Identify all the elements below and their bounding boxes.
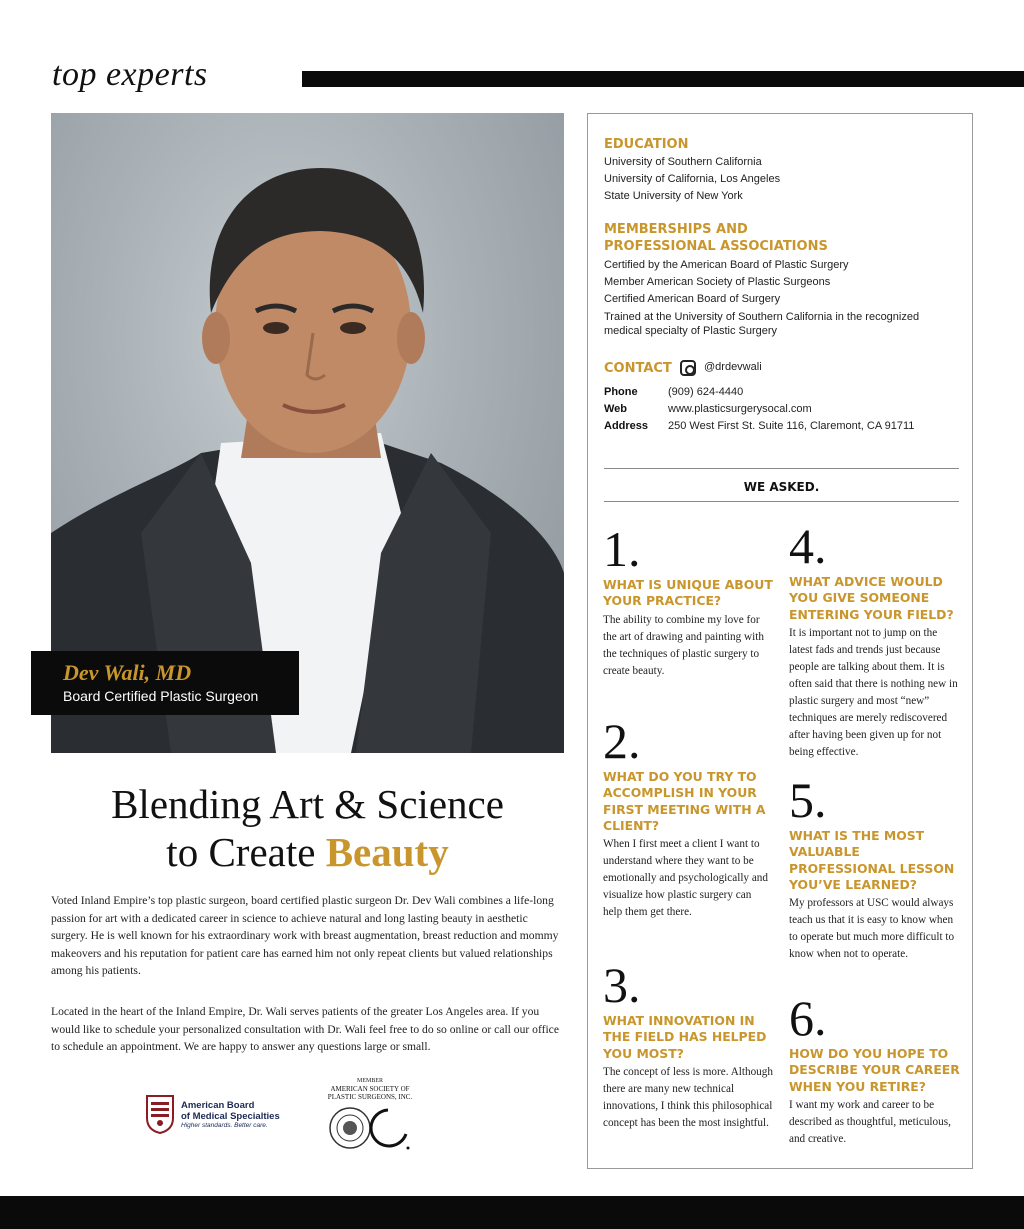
contact-heading-row xyxy=(604,359,762,379)
question-block-5 xyxy=(789,772,961,963)
question-block-2 xyxy=(603,713,773,921)
membership-item: Member American Society of Plastic Surgeons xyxy=(604,276,831,288)
membership-item: Certified by the American Board of Plastic Surgery xyxy=(604,259,849,271)
phone-value[interactable]: (909) 624-4440 xyxy=(668,386,744,398)
question-number: 2. xyxy=(603,713,641,769)
title-rule xyxy=(302,71,1024,87)
headline-line2-prefix: to Create xyxy=(166,829,326,875)
headline-line2 xyxy=(51,828,564,876)
abms-name-line2: of Medical Specialties xyxy=(181,1111,280,1122)
question-title: HOW DO YOU HOPE TO DESCRIBE YOUR CAREER WHEN YOU RETIRE? xyxy=(789,1046,960,1094)
question-answer: The ability to combine my love for the art of drawing and painting with the techniques of plastic surgery to create beauty. xyxy=(603,613,764,677)
web-value[interactable]: www.plasticsurgerysocal.com xyxy=(668,403,812,415)
education-item: University of Southern California xyxy=(604,156,762,168)
contact-address-row xyxy=(604,418,914,435)
info-panel xyxy=(587,113,973,1169)
address-value: 250 West First St. Suite 116, Claremont, CA 91711 xyxy=(668,420,915,432)
asps-emblem-icon xyxy=(322,1104,418,1154)
question-block-6 xyxy=(789,990,961,1148)
headline xyxy=(51,780,564,876)
we-asked-heading: WE ASKED. xyxy=(743,480,820,494)
question-block-4 xyxy=(789,518,961,761)
body-paragraph-2: Located in the heart of the Inland Empire, Dr. Wali serves patients of the greater Los Angeles area. If you would like to schedule your personalized consultation with Dr. Wali feel free to do so online or call our office to schedule an appointment. We are happy to answer any questions large or small. xyxy=(51,1005,559,1054)
question-number: 4. xyxy=(789,518,827,574)
question-title: WHAT INNOVATION IN THE FIELD HAS HELPED YOU MOST? xyxy=(603,1013,767,1061)
bottom-bar xyxy=(0,1196,1024,1229)
asps-logo xyxy=(322,1078,418,1153)
question-number: 5. xyxy=(789,772,827,828)
question-answer: I want my work and career to be described as thoughtful, meticulous, and creative. xyxy=(789,1098,951,1145)
contact-details xyxy=(604,384,914,435)
education-list xyxy=(604,154,959,205)
abms-seal-icon xyxy=(145,1094,175,1134)
doctor-name: Dev Wali, MD xyxy=(63,660,192,685)
question-block-1 xyxy=(603,521,773,680)
education-item: University of California, Los Angeles xyxy=(604,173,781,185)
abms-tagline: Higher standards. Better care. xyxy=(181,1122,268,1129)
headline-accent: Beauty xyxy=(325,829,449,875)
question-title: WHAT IS UNIQUE ABOUT YOUR PRACTICE? xyxy=(603,577,773,609)
body-paragraph-1: Voted Inland Empire’s top plastic surgeon, board certified plastic surgeon Dr. Dev Wali combines a life-long passion for art with a dedicated career in science to achieve natural and long lasting beauty in aesthetic surgery. He is well known for his extraordinary work with breast augmentation, breast reduction and mommy makeovers and his reputation for patient care has earned him not only repeat clients but valued relationships among his patients. xyxy=(51,894,559,978)
divider-bottom xyxy=(604,501,959,502)
membership-item: Trained at the University of Southern California in the recognized medical specialty of Plastic Surgery xyxy=(604,311,920,337)
question-title: WHAT DO YOU TRY TO ACCOMPLISH IN YOUR FIRST MEETING WITH A CLIENT? xyxy=(603,769,766,833)
question-answer: My professors at USC would always teach us that it is easy to know when to operate but much more difficult to know when not to operate. xyxy=(789,897,955,961)
section-title: top experts xyxy=(52,56,208,93)
question-answer: The concept of less is more. Although there are many new technical innovations, I think this philosophical concept has been the most insightful. xyxy=(603,1065,773,1129)
memberships-heading-line2: PROFESSIONAL ASSOCIATIONS xyxy=(604,238,828,254)
contact-phone-row xyxy=(604,384,914,401)
question-number: 6. xyxy=(789,990,827,1046)
question-block-3 xyxy=(603,957,773,1132)
headline-line1: Blending Art & Science xyxy=(111,781,504,827)
memberships-list xyxy=(604,257,959,338)
phone-label: Phone xyxy=(604,386,638,398)
asps-member: MEMBER xyxy=(356,1078,383,1084)
memberships-heading xyxy=(604,222,828,255)
web-label: Web xyxy=(604,403,628,415)
contact-web-row xyxy=(604,401,914,418)
name-caption xyxy=(31,651,299,715)
contact-heading: CONTACT xyxy=(604,361,672,376)
doctor-role: Board Certified Plastic Surgeon xyxy=(63,688,259,704)
asps-line2: PLASTIC SURGEONS, INC. xyxy=(327,1093,413,1101)
abms-name-line1: American Board xyxy=(181,1100,255,1111)
education-item: State University of New York xyxy=(604,190,743,202)
address-label: Address xyxy=(604,420,649,432)
instagram-handle[interactable]: @drdevwali xyxy=(704,361,762,373)
question-number: 1. xyxy=(603,521,641,577)
question-title: WHAT ADVICE WOULD YOU GIVE SOMEONE ENTERING YOUR FIELD? xyxy=(789,574,954,622)
education-heading: EDUCATION xyxy=(604,137,689,152)
divider-top xyxy=(604,468,959,469)
question-answer: It is important not to jump on the latest fads and trends just because people are talking about them. It is often said that there is nothing new in plastic surgery and most “new” techniques are merely rediscovered after having been given up for not being effective. xyxy=(789,626,958,758)
question-number: 3. xyxy=(603,957,641,1013)
asps-line1: AMERICAN SOCIETY OF xyxy=(330,1085,410,1093)
question-title: WHAT IS THE MOST VALUABLE PROFESSIONAL LESSON YOU’VE LEARNED? xyxy=(789,828,955,892)
membership-item: Certified American Board of Surgery xyxy=(604,293,781,305)
memberships-heading-line1: MEMBERSHIPS AND xyxy=(604,222,748,237)
instagram-icon[interactable] xyxy=(680,360,696,376)
question-answer: When I first meet a client I want to understand where they want to be emotionally and psychologically and visualize how plastic surgery can help them get there. xyxy=(603,838,768,919)
abms-logo xyxy=(145,1094,305,1138)
